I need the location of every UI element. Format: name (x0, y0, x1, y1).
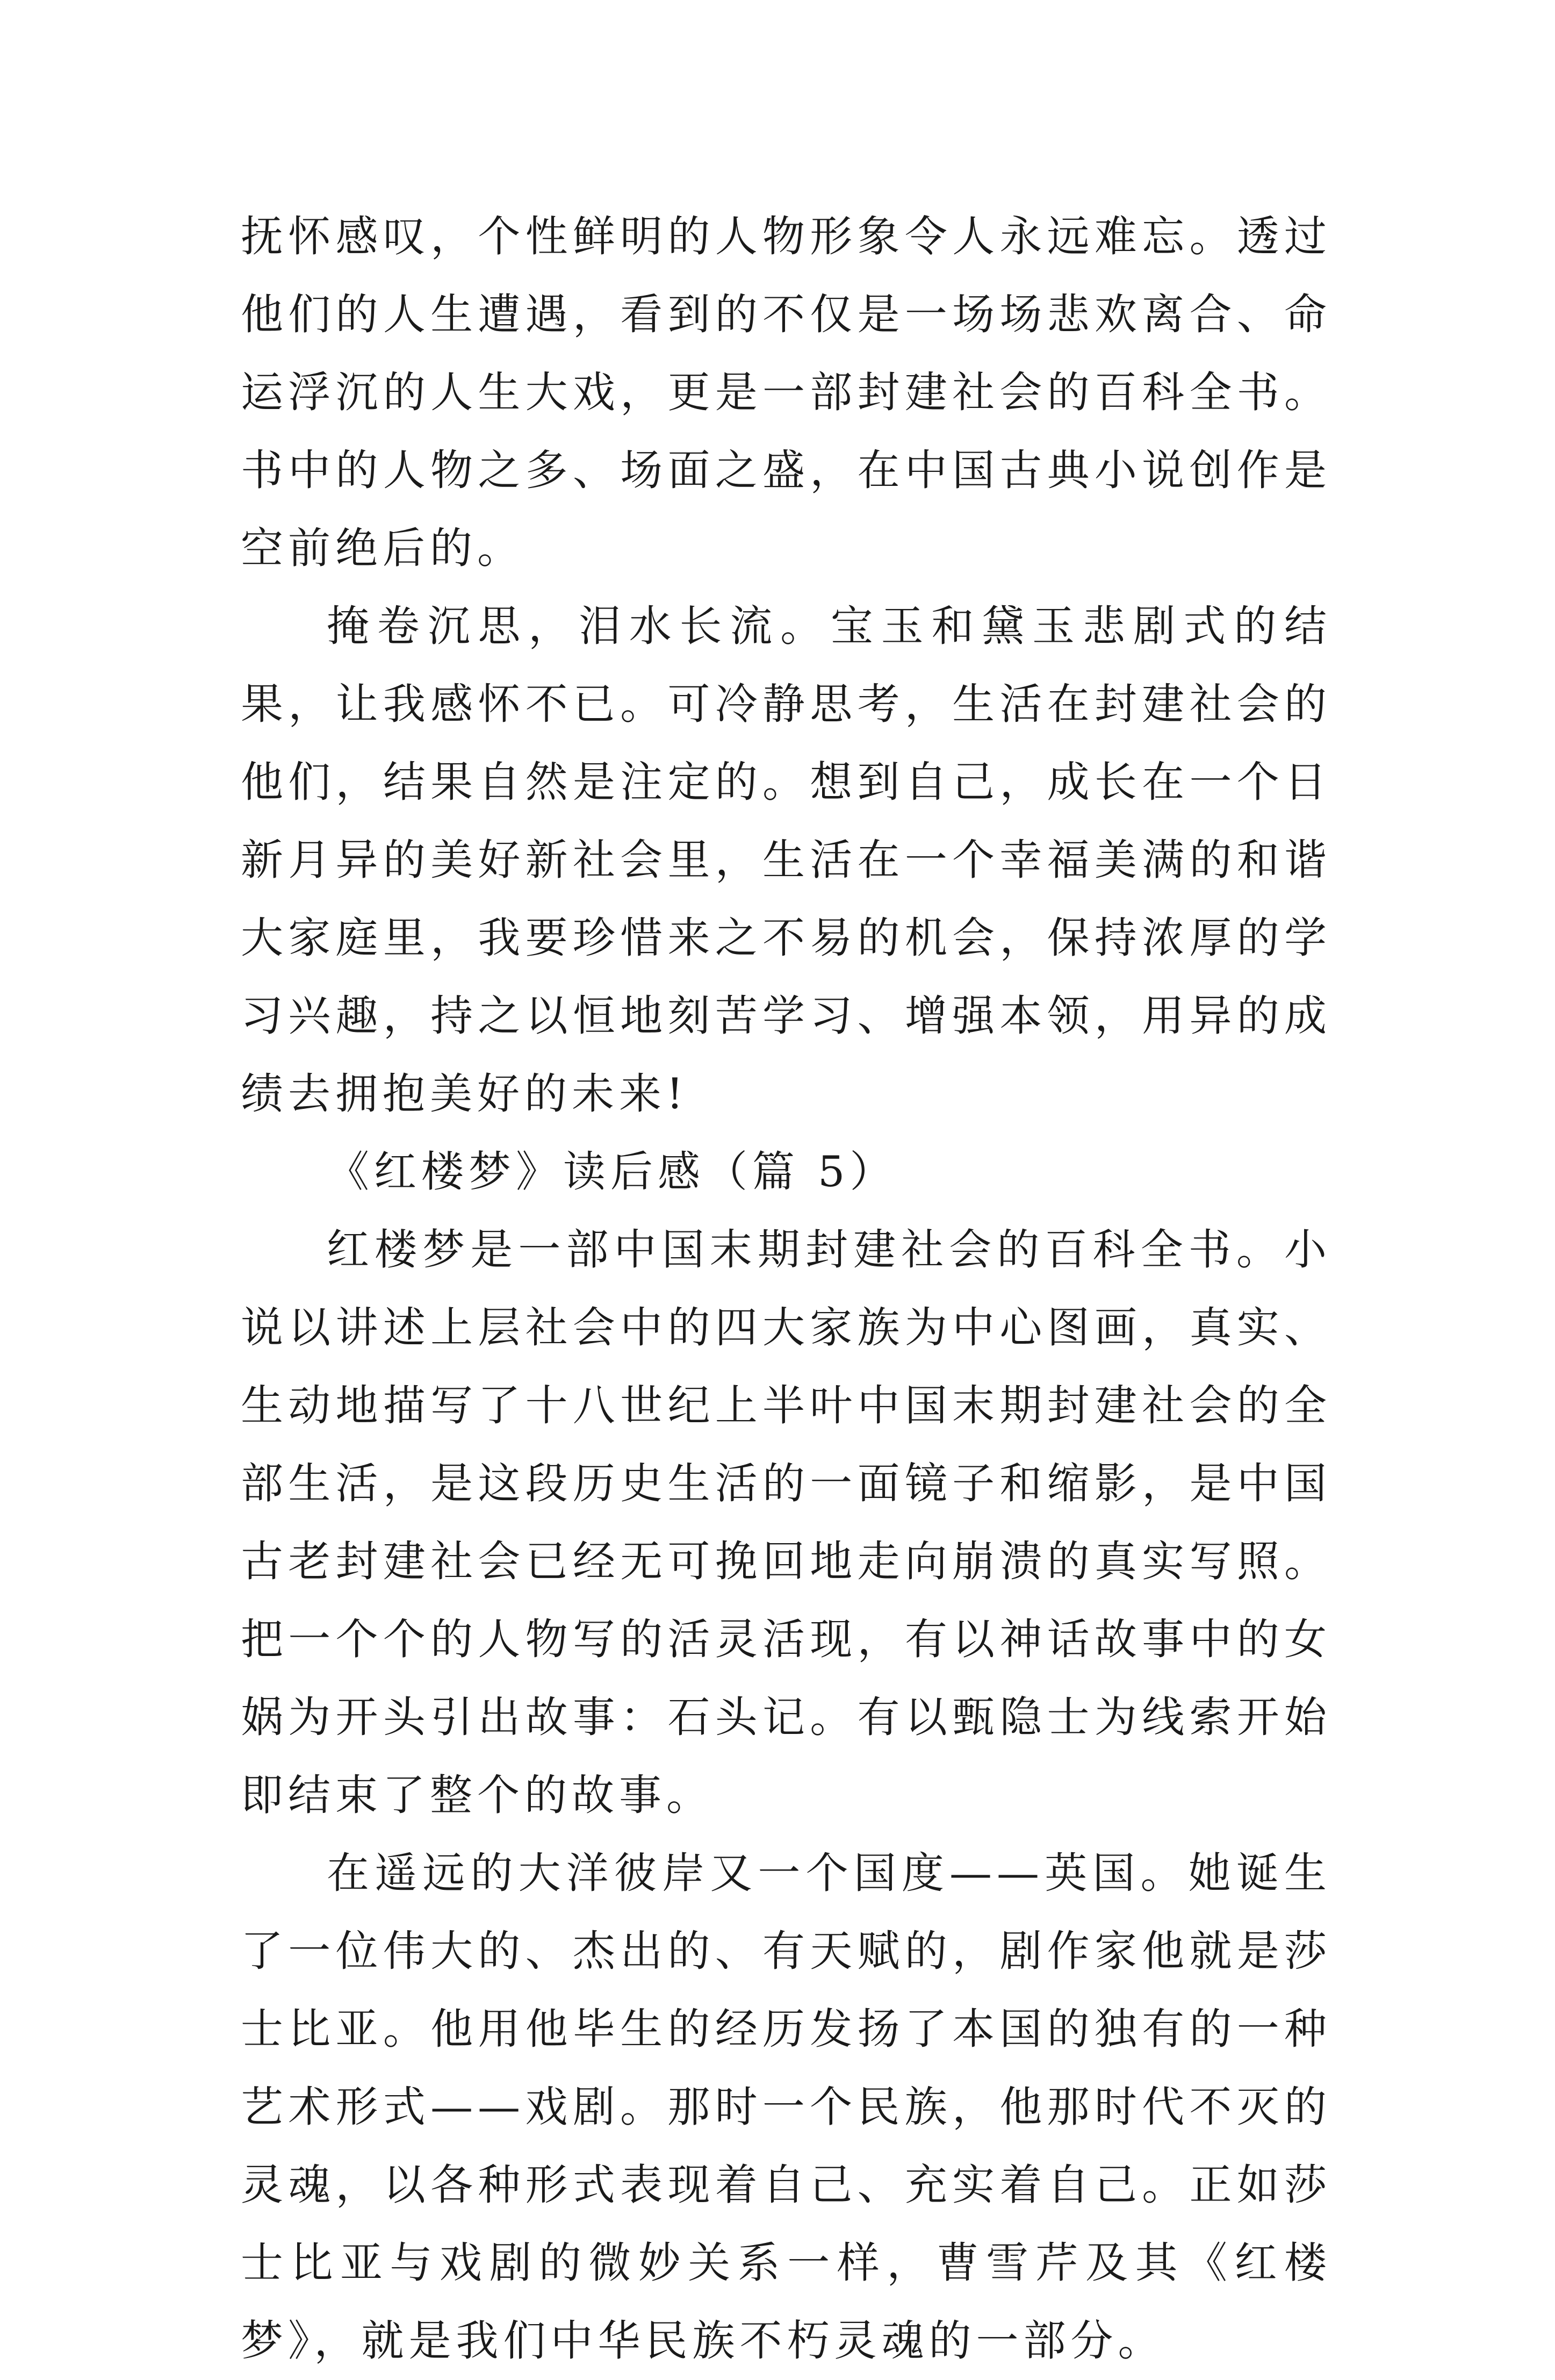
paragraph-4: 在遥远的大洋彼岸又一个国度——英国。她诞生了一位伟大的、杰出的、有天赋的，剧作家他就是莎士比亚。他用他毕生的经历发扬了本国的独有的一种艺术形式——戏剧。那时一个民族，他那时代不灭的灵魂，以各种形式表现着自己、充实着自己。正如莎士比亚与戏剧的微妙关系一样，曹雪芹及其《红楼梦》，就是我们中华民族不朽灵魂的一部分。 (241, 1848, 1331, 2365)
document-body (241, 198, 1331, 2380)
section-heading: 《红楼梦》读后感（篇 5） (327, 1147, 897, 1196)
paragraph-1: 抚怀感叹，个性鲜明的人物形象令人永远难忘。透过他们的人生遭遇，看到的不仅是一场场悲欢离合、命运浮沉的人生大戏，更是一部封建社会的百科全书。书中的人物之多、场面之盛，在中国古典小说创作是空前绝后的。 (241, 212, 1331, 573)
paragraph-3: 红楼梦是一部中国末期封建社会的百科全书。小说以讲述上层社会中的四大家族为中心图画，真实、生动地描写了十八世纪上半叶中国末期封建社会的全部生活，是这段历史生活的一面镜子和缩影，是中国古老封建社会已经无可挽回地走向崩溃的真实写照。把一个个的人物写的活灵活现，有以神话故事中的女娲为开头引出故事：石头记。有以甄隐士为线索开始即结束了整个的故事。 (241, 1225, 1331, 1820)
paragraph-2: 掩卷沉思，泪水长流。宝玉和黛玉悲剧式的结果，让我感怀不已。可冷静思考，生活在封建社会的他们，结果自然是注定的。想到自己，成长在一个日新月异的美好新社会里，生活在一个幸福美满的和谐大家庭里，我要珍惜来之不易的机会，保持浓厚的学习兴趣，持之以恒地刻苦学习、增强本领，用异的成绩去拥抱美好的未来! (241, 601, 1331, 1119)
